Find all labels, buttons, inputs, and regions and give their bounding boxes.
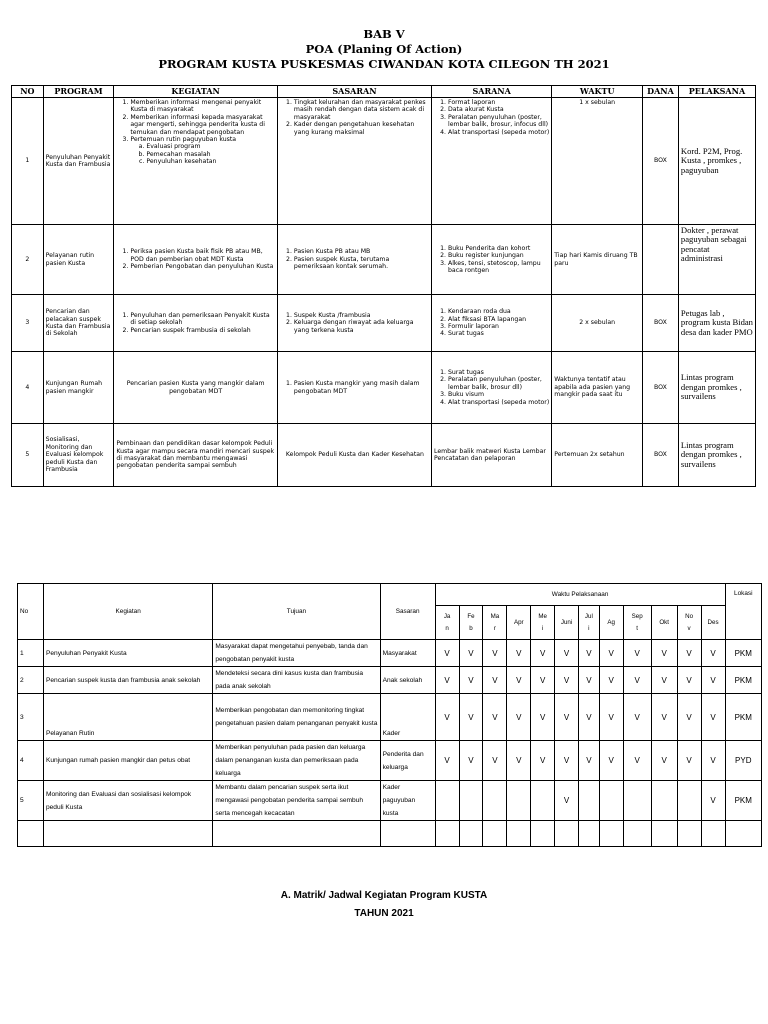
month-header: No v	[677, 606, 701, 640]
col-no: NO	[12, 86, 44, 98]
row-lokasi: PKM	[725, 694, 761, 741]
month-mark: V	[578, 694, 599, 741]
row-sasaran	[277, 225, 431, 295]
row-dana: BOX	[643, 98, 679, 225]
empty-cell	[43, 821, 212, 847]
row-lokasi: PYD	[725, 741, 761, 781]
col-lokasi: Lokasi	[725, 584, 761, 640]
list-item: 1. Format laporan	[448, 99, 549, 106]
col-tujuan: Tujuan	[213, 584, 380, 640]
month-header: Fe b	[459, 606, 483, 640]
empty-cell	[677, 821, 701, 847]
row-waktu: Pertemuan 2x setahun	[552, 424, 643, 487]
row-program: Kunjungan Rumah pasien mangkir	[43, 352, 114, 424]
month-mark	[531, 781, 555, 821]
chapter-title: BAB V	[363, 27, 405, 41]
month-mark: V	[578, 640, 599, 667]
row-kegiatan: Pencarian suspek kusta dan frambusia anak sekolah	[43, 667, 212, 694]
empty-cell	[380, 821, 435, 847]
table-row	[18, 781, 762, 821]
row-no: 5	[18, 781, 44, 821]
month-mark: V	[555, 741, 579, 781]
row-sarana	[431, 98, 551, 225]
table-row	[12, 295, 756, 352]
month-mark	[459, 781, 483, 821]
list-item: 2. Pencarian suspek frambusia di sekolah	[130, 327, 275, 334]
row-program: Pelayanan rutin pasien Kusta	[43, 225, 114, 295]
month-header: Ag	[599, 606, 623, 640]
list-item: 2. Data akurat Kusta	[448, 106, 549, 113]
list-item: 3. Peralatan penyuluhan (poster, lembar balik, brosur, infocus dll)	[448, 114, 549, 129]
row-lokasi: PKM	[725, 781, 761, 821]
list-item: 2. Pemberian Pengobatan dan penyuluhan Kusta	[130, 263, 275, 270]
table-row	[18, 640, 762, 667]
row-kegiatan	[114, 295, 278, 352]
row-kegiatan: Pelayanan Rutin	[43, 694, 212, 741]
list-item	[130, 136, 275, 166]
col-no: No	[18, 584, 44, 640]
month-mark: V	[435, 694, 459, 741]
col-waktu: WAKTU	[552, 86, 643, 98]
list-item-text: Pertemuan rutin paguyuban kusta	[130, 136, 237, 144]
row-no: 3	[12, 295, 44, 352]
sub-list-item: c. Penyuluhan kesehatan	[146, 158, 275, 165]
row-kegiatan: Kunjungan rumah pasien mangkir dan petus obat	[43, 741, 212, 781]
col-kegiatan: Kegiatan	[43, 584, 212, 640]
month-header: Juni	[555, 606, 579, 640]
row-program: Penyuluhan Penyakit Kusta dan Frambusia	[43, 98, 114, 225]
row-program: Sosialisasi, Monitoring dan Evaluasi kelompok peduli Kusta dan Frambusia	[43, 424, 114, 487]
col-sasaran: SASARAN	[277, 86, 431, 98]
row-sasaran: Kader paguyuban kusta	[380, 781, 435, 821]
col-program: PROGRAM	[43, 86, 114, 98]
list-item: 4. Surat tugas	[448, 330, 549, 337]
month-header: Jul i	[578, 606, 599, 640]
list-item: 3. Alkes, tensi, stetoscop, lampu baca rontgen	[448, 260, 549, 275]
month-mark: V	[531, 741, 555, 781]
month-mark: V	[623, 640, 651, 667]
empty-cell	[701, 821, 725, 847]
month-mark: V	[623, 741, 651, 781]
empty-cell	[599, 821, 623, 847]
row-sasaran: Kader	[380, 694, 435, 741]
month-mark: V	[677, 640, 701, 667]
month-mark	[507, 781, 531, 821]
empty-cell	[623, 821, 651, 847]
month-mark: V	[555, 694, 579, 741]
month-mark: V	[701, 781, 725, 821]
list-item: 2. Memberikan informasi kepada masyarakat agar mengerti, sehingga penderita kusta di temukan dan mendapat pengobatan	[130, 114, 275, 136]
empty-cell	[555, 821, 579, 847]
row-sarana: Lembar balik matweri Kusta Lembar Pencatatan dan pelaporan	[431, 424, 551, 487]
month-mark: V	[701, 667, 725, 694]
month-mark: V	[677, 694, 701, 741]
month-mark: V	[555, 667, 579, 694]
row-waktu: Tiap hari Kamis diruang TB paru	[552, 225, 643, 295]
empty-row	[18, 821, 762, 847]
month-mark: V	[578, 667, 599, 694]
month-header: Ma r	[483, 606, 507, 640]
month-mark: V	[507, 667, 531, 694]
sub-list-item: b. Pemecahan masalah	[146, 151, 275, 158]
table-row	[12, 352, 756, 424]
empty-cell	[651, 821, 677, 847]
col-sarana: SARANA	[431, 86, 551, 98]
matrix-header-row	[18, 584, 762, 606]
empty-cell	[18, 821, 44, 847]
month-mark	[483, 781, 507, 821]
list-item: 2. Pasien suspek Kusta, terutama pemeriksaan kontak serumah.	[294, 256, 429, 271]
month-mark	[677, 781, 701, 821]
row-sasaran: Anak sekolah	[380, 667, 435, 694]
month-mark: V	[483, 667, 507, 694]
matrix-caption: A. Matrik/ Jadwal Kegiatan Program KUSTA	[280, 890, 488, 901]
row-kegiatan: Monitoring dan Evaluasi dan sosialisasi kelompok peduli Kusta	[43, 781, 212, 821]
row-pelaksana: Lintas program dengan promkes , survailens	[678, 352, 755, 424]
row-pelaksana: Dokter , perawat paguyuban sebagai pencatat administrasi	[678, 225, 755, 295]
month-header: Me i	[531, 606, 555, 640]
empty-cell	[213, 821, 380, 847]
month-mark: V	[531, 694, 555, 741]
row-sasaran	[277, 352, 431, 424]
month-mark: V	[507, 694, 531, 741]
month-mark: V	[701, 640, 725, 667]
row-lokasi: PKM	[725, 640, 761, 667]
table-row	[12, 225, 756, 295]
row-sasaran: Masyarakat	[380, 640, 435, 667]
month-mark: V	[483, 640, 507, 667]
poa-header-row	[12, 86, 756, 98]
row-tujuan: Mendeteksi secara dini kasus kusta dan frambusia pada anak sekolah	[213, 667, 380, 694]
row-sarana	[431, 295, 551, 352]
row-pelaksana: Kord. P2M, Prog. Kusta , promkes , paguyuban	[678, 98, 755, 225]
row-pelaksana: Petugas lab , program kusta Bidan desa dan kader PMO	[678, 295, 755, 352]
table-row	[18, 741, 762, 781]
row-tujuan: Memberikan pengobatan dan memonitoring tingkat pengetahuan pasien dalam penanganan penyakit kusta	[213, 694, 380, 741]
month-mark: V	[507, 741, 531, 781]
schedule-matrix-table	[17, 583, 762, 847]
month-mark: V	[701, 741, 725, 781]
list-item: 4. Alat transportasi (sepeda motor)	[448, 129, 549, 136]
list-item: 1. Pasien Kusta mangkir yang masih dalam pengobatan MDT	[294, 380, 429, 395]
month-mark: V	[578, 741, 599, 781]
month-mark: V	[599, 667, 623, 694]
month-mark: V	[701, 694, 725, 741]
row-kegiatan: Pencarian pasien Kusta yang mangkir dalam pengobatan MDT	[114, 352, 278, 424]
month-mark: V	[531, 667, 555, 694]
list-item: 2. Kader dengan pengetahuan kesehatan yang kurang maksimal	[294, 121, 429, 136]
col-pelaksana: PELAKSANA	[678, 86, 755, 98]
month-header: Apr	[507, 606, 531, 640]
row-sasaran: Penderita dan keluarga	[380, 741, 435, 781]
month-mark: V	[599, 640, 623, 667]
empty-cell	[531, 821, 555, 847]
row-sasaran: Kelompok Peduli Kusta dan Kader Kesehatan	[277, 424, 431, 487]
row-sarana	[431, 352, 551, 424]
empty-cell	[578, 821, 599, 847]
row-no: 5	[12, 424, 44, 487]
row-sarana	[431, 225, 551, 295]
list-item: 2. Buku register kunjungan	[448, 252, 549, 259]
month-mark: V	[623, 694, 651, 741]
table-row	[12, 424, 756, 487]
row-no: 4	[18, 741, 44, 781]
program-title: PROGRAM KUSTA PUSKESMAS CIWANDAN KOTA CILEGON TH 2021	[158, 57, 610, 71]
row-no: 4	[12, 352, 44, 424]
month-mark	[623, 781, 651, 821]
month-mark	[578, 781, 599, 821]
row-waktu: Waktunya tentatif atau apabila ada pasien yang mangkir pada saat itu	[552, 352, 643, 424]
month-mark	[435, 781, 459, 821]
list-item: 1. Pasien Kusta PB atau MB	[294, 248, 429, 255]
month-mark: V	[555, 781, 579, 821]
list-item: 2. Alat fiksasi BTA lapangan	[448, 316, 549, 323]
month-mark	[651, 781, 677, 821]
list-item: 2. Peralatan penyuluhan (poster, lembar balik, brosur dll)	[448, 376, 549, 391]
month-header: Des	[701, 606, 725, 640]
row-sasaran	[277, 295, 431, 352]
month-mark: V	[435, 640, 459, 667]
list-item: 3. Formulir laporan	[448, 323, 549, 330]
sub-list-item: a. Evaluasi program	[146, 143, 275, 150]
month-header: Okt	[651, 606, 677, 640]
row-lokasi: PKM	[725, 667, 761, 694]
list-item: 2. Keluarga dengan riwayat ada keluarga yang terkena kusta	[294, 319, 429, 334]
month-mark: V	[651, 741, 677, 781]
list-item: 1. Surat tugas	[448, 369, 549, 376]
list-item: 4. Alat transportasi (sepeda motor)	[448, 399, 549, 406]
row-waktu: 1 x sebulan	[552, 98, 643, 225]
col-waktu-pelaksanaan: Waktu Pelaksanaan	[435, 584, 725, 606]
table-row	[18, 667, 762, 694]
list-item: 1. Kendaraan roda dua	[448, 308, 549, 315]
row-dana: BOX	[643, 352, 679, 424]
row-tujuan: Masyarakat dapat mengetahui penyebab, tanda dan pengobatan penyakit kusta	[213, 640, 380, 667]
row-no: 2	[12, 225, 44, 295]
matrix-caption-year: TAHUN 2021	[354, 908, 414, 919]
list-item: 1. Buku Penderita dan kohort	[448, 245, 549, 252]
row-no: 2	[18, 667, 44, 694]
col-kegiatan: KEGIATAN	[114, 86, 278, 98]
empty-cell	[435, 821, 459, 847]
row-kegiatan: Penyuluhan Penyakit Kusta	[43, 640, 212, 667]
empty-cell	[483, 821, 507, 847]
row-kegiatan	[114, 225, 278, 295]
list-item: 1. Suspek Kusta /frambusia	[294, 312, 429, 319]
row-no: 1	[18, 640, 44, 667]
row-kegiatan	[114, 98, 278, 225]
month-mark	[599, 781, 623, 821]
month-mark: V	[651, 694, 677, 741]
month-mark: V	[435, 741, 459, 781]
month-mark: V	[599, 741, 623, 781]
row-tujuan: Memberikan penyuluhan pada pasien dan keluarga dalam penanganan kusta dan pemeriksaan pada keluarga	[213, 741, 380, 781]
row-no: 1	[12, 98, 44, 225]
row-tujuan: Membantu dalam pencarian suspek serta ikut mengawasi pengobatan penderita sampai sembuh serta mencegah kecacatan	[213, 781, 380, 821]
month-mark: V	[623, 667, 651, 694]
table-row	[18, 694, 762, 741]
month-mark: V	[459, 694, 483, 741]
poa-title: POA (Planing Of Action)	[305, 42, 463, 56]
table-row	[12, 98, 756, 225]
month-mark: V	[651, 640, 677, 667]
empty-cell	[507, 821, 531, 847]
row-dana	[643, 225, 679, 295]
empty-cell	[459, 821, 483, 847]
row-dana: BOX	[643, 424, 679, 487]
month-mark: V	[435, 667, 459, 694]
month-mark: V	[555, 640, 579, 667]
list-item: 1. Penyuluhan dan pemeriksaan Penyakit Kusta di setiap sekolah	[130, 312, 275, 327]
list-item: 1. Memberikan informasi mengenai penyakit Kusta di masyarakat	[130, 99, 275, 114]
month-header: Sep t	[623, 606, 651, 640]
month-mark: V	[483, 741, 507, 781]
list-item: 3. Buku visum	[448, 391, 549, 398]
row-kegiatan: Pembinaan dan pendidikan dasar kelompok Peduli Kusta agar mampu secara mandiri mencari suspek di masyarakat dan membantu mengawasi pengobatan penderita sampai sembuh	[114, 424, 278, 487]
month-mark: V	[459, 640, 483, 667]
list-item: 1. Periksa pasien Kusta baik fisik PB atau MB, POD dan pemberian obat MDT Kusta	[130, 248, 275, 263]
row-no: 3	[18, 694, 44, 741]
poa-table	[11, 85, 756, 487]
col-dana: DANA	[643, 86, 679, 98]
list-item: 1. Tingkat kelurahan dan masyarakat penkes masih rendah dengan data sistem acak di masyarakat	[294, 99, 429, 121]
row-waktu: 2 x sebulan	[552, 295, 643, 352]
row-program: Pencarian dan pelacakan suspek Kusta dan Frambusia di Sekolah	[43, 295, 114, 352]
row-sasaran	[277, 98, 431, 225]
month-header: Ja n	[435, 606, 459, 640]
month-mark: V	[651, 667, 677, 694]
month-mark: V	[459, 741, 483, 781]
month-mark: V	[483, 694, 507, 741]
col-sasaran: Sasaran	[380, 584, 435, 640]
month-mark: V	[677, 667, 701, 694]
empty-cell	[725, 821, 761, 847]
month-mark: V	[507, 640, 531, 667]
month-mark: V	[459, 667, 483, 694]
row-pelaksana: Lintas program dengan promkes , survailens	[678, 424, 755, 487]
month-mark: V	[599, 694, 623, 741]
row-dana: BOX	[643, 295, 679, 352]
month-mark: V	[531, 640, 555, 667]
month-mark: V	[677, 741, 701, 781]
